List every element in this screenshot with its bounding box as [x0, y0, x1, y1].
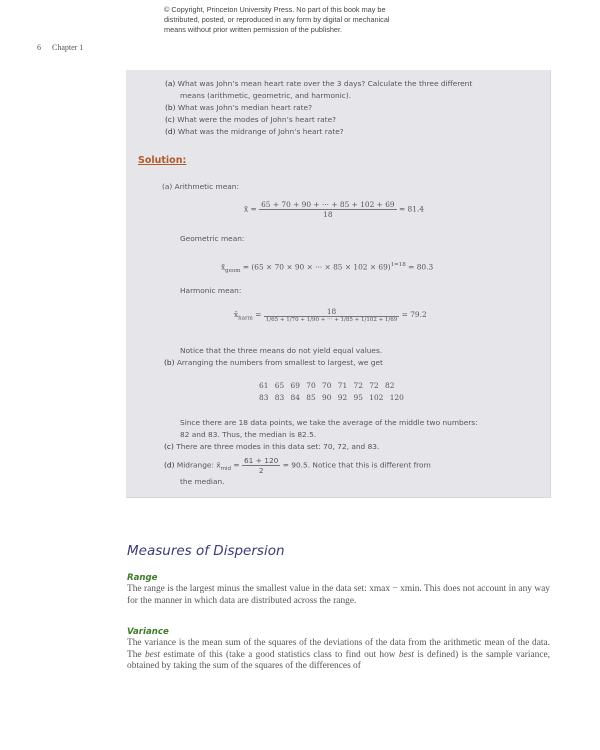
running-head [37, 43, 83, 52]
geometric-formula: $x̄_{geom} = (65 \times 70 \times 90$ × ··· × 85 × 102 × 69)$^{1=18}$ = 80.3 [221, 262, 434, 274]
notice-text: Notice that the three means do not yield equal values. [180, 346, 383, 355]
question-a-cont: means (arithmetic, geometric, and harmonic). [180, 91, 352, 100]
arithmetic-formula: x̄ = $\frac{65 + 70 + 90 + \cdot\cdot\cdot + 85 + 102 + 69}{18}$ = 81.4 [244, 200, 424, 219]
geometric-label: Geometric mean: [180, 234, 245, 243]
harmonic-formula: $x̄_{harm}$ = $\frac{18}{1/65 + 1/70 + 1/90 + \cdot\cdot\cdot + 1/85 + 1/102 + 1/69}$ = 79.2 [234, 307, 427, 323]
section-title: Measures of Dispersion [127, 543, 285, 559]
copyright-line: means without prior written permission of the publisher. [164, 25, 343, 34]
variance-paragraph: The variance is the mean sum of the squares of the deviations of the data from the arithmetic mean of the data. The best estimate of this (take a good statistics class to find out how best is defined) is the sample variance, obtained by taking the sum of the squares of the differences of [127, 638, 550, 671]
question-c: (c) What were the modes of John’s heart rate? [165, 115, 337, 124]
copyright-notice [164, 5, 464, 35]
variance-heading: Variance [127, 627, 169, 637]
range-heading: Range [127, 573, 158, 583]
question-d: (d) What was the midrange of John’s heart rate? [165, 127, 344, 136]
sorted-numbers-row-1: 61 65 69 70 70 71 72 72 82 [259, 381, 395, 390]
midrange-cont: the median. [180, 477, 225, 486]
sorted-numbers-row-2: 83 83 84 85 90 92 95 102 120 [259, 393, 404, 402]
question-a: (a) What was John’s mean heart rate over the 3 days? Calculate the three different [165, 79, 473, 88]
copyright-line: © Copyright, Princeton University Press. No part of this book may be [164, 5, 386, 14]
modes-text: (c) There are three modes in this data set: 70, 72, and 83. [164, 442, 380, 451]
median-explanation-2: 82 and 83. Thus, the median is 82.5. [180, 430, 317, 439]
question-b: (b) What was John’s median heart rate? [165, 103, 313, 112]
median-intro: (b) Arranging the numbers from smallest to largest, we get [164, 358, 383, 367]
chapter-label: Chapter 1 [52, 43, 84, 52]
midrange-formula: (d) Midrange: $x̄_{mid}$ = $\frac{61 + 120}{2}$ = 90.5. Notice that this is different from [164, 456, 431, 475]
arithmetic-label: (a) Arithmetic mean: [162, 182, 239, 191]
harmonic-label: Harmonic mean: [180, 286, 242, 295]
range-paragraph: The range is the largest minus the smallest value in the data set: xmax − xmin. This does not account in any way for the manner in which data are distributed across the range. [127, 584, 550, 606]
copyright-line: distributed, posted, or reproduced in any form by digital or mechanical [164, 15, 390, 24]
page-number: 6 [37, 43, 41, 52]
solution-heading: Solution: [138, 155, 187, 166]
median-explanation-1: Since there are 18 data points, we take the average of the middle two numbers: [180, 418, 478, 427]
